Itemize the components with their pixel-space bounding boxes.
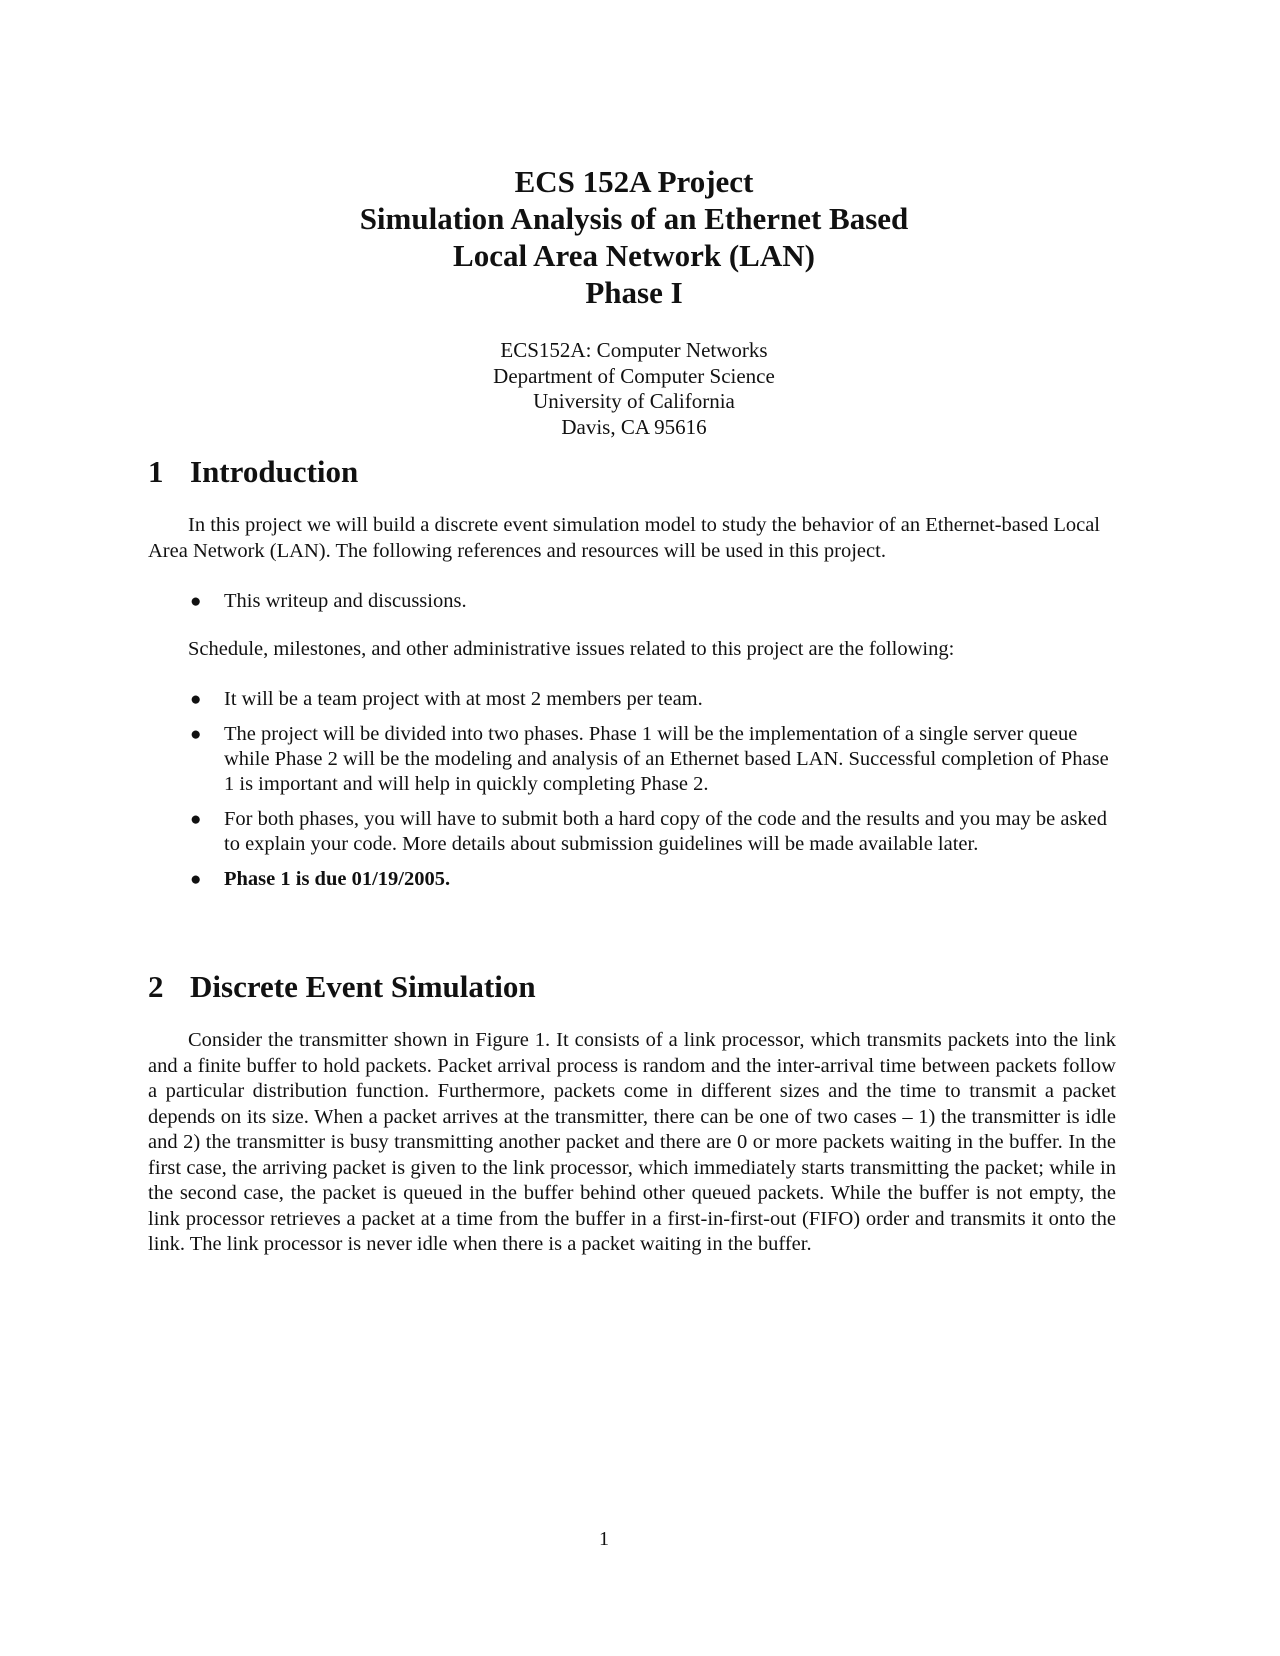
schedule-intro: Schedule, milestones, and other administrative issues related to this project are the following:	[188, 638, 955, 660]
affiliation-address: Davis, CA 95616	[561, 414, 707, 439]
section-2-number: 2	[148, 969, 164, 1004]
list-item: ● It will be a team project with at most 2 members per team.	[190, 688, 703, 710]
section-1-number: 1	[148, 454, 164, 489]
title-line-network: Local Area Network (LAN)	[453, 238, 815, 273]
page-number: 1	[599, 1528, 609, 1550]
affiliation-block	[0, 338, 1268, 440]
title-line-phase: Phase I	[585, 275, 683, 310]
list-item: ● For both phases, you will have to submit both a hard copy of the code and the results and you may be asked to explain your code. More details about submission guidelines will be made available later.	[190, 808, 1108, 855]
section-1-title: Introduction	[190, 454, 359, 489]
section-1-heading	[148, 454, 358, 490]
list-item: ● The project will be divided into two phases. Phase 1 will be the implementation of a single server queue while Phase 2 will be the modeling and analysis of an Ethernet based LAN. Successful completion of Phase 1 is important and will help in quickly completing Phase 2.	[190, 723, 1109, 795]
bullet-icon: ●	[190, 809, 202, 830]
section-2-heading	[148, 969, 536, 1005]
affiliation-university: University of California	[533, 389, 735, 413]
references-list	[188, 589, 1118, 624]
title-line-subject: Simulation Analysis of an Ethernet Based	[359, 201, 909, 236]
document-title	[0, 163, 1268, 311]
bullet-icon: ●	[190, 869, 202, 890]
list-item-due-date: ● Phase 1 is due 01/19/2005.	[190, 868, 451, 890]
affiliation-course: ECS152A: Computer Networks	[500, 338, 768, 362]
intro-paragraph: In this project we will build a discrete event simulation model to study the behavior of an Ethernet-based Local Area Network (LAN). The following references and resources will be used in this project.	[148, 514, 1100, 562]
bullet-icon: ●	[190, 591, 202, 612]
simulation-paragraph: Consider the transmitter shown in Figure 1. It consists of a link processor, which transmits packets into the link and a finite buffer to hold packets. Packet arrival process is random and the inter-arrival time between packets follow a particular distribution function. Furthermore, packets come in different sizes and the time to transmit a packet depends on its size. When a packet arrives at the transmitter, there can be one of two cases – 1) the transmitter is idle and 2) the transmitter is busy transmitting another packet and there are 0 or more packets waiting in the buffer. In the first case, the arriving packet is given to the link processor, which immediately starts transmitting the packet; while in the second case, the packet is queued in the buffer behind other queued packets. While the buffer is not empty, the link processor retrieves a packet at a time from the buffer in a first-in-first-out (FIFO) order and transmits it onto the link. The link processor is never idle when there is a packet waiting in the buffer.	[148, 1029, 1116, 1255]
title-line-course: ECS 152A Project	[514, 164, 754, 199]
affiliation-department: Department of Computer Science	[493, 363, 775, 388]
bullet-icon: ●	[190, 724, 202, 745]
section-2-title: Discrete Event Simulation	[190, 969, 536, 1004]
bullet-icon: ●	[190, 689, 202, 710]
schedule-list	[188, 687, 1118, 902]
list-item: ● This writeup and discussions.	[190, 590, 467, 612]
